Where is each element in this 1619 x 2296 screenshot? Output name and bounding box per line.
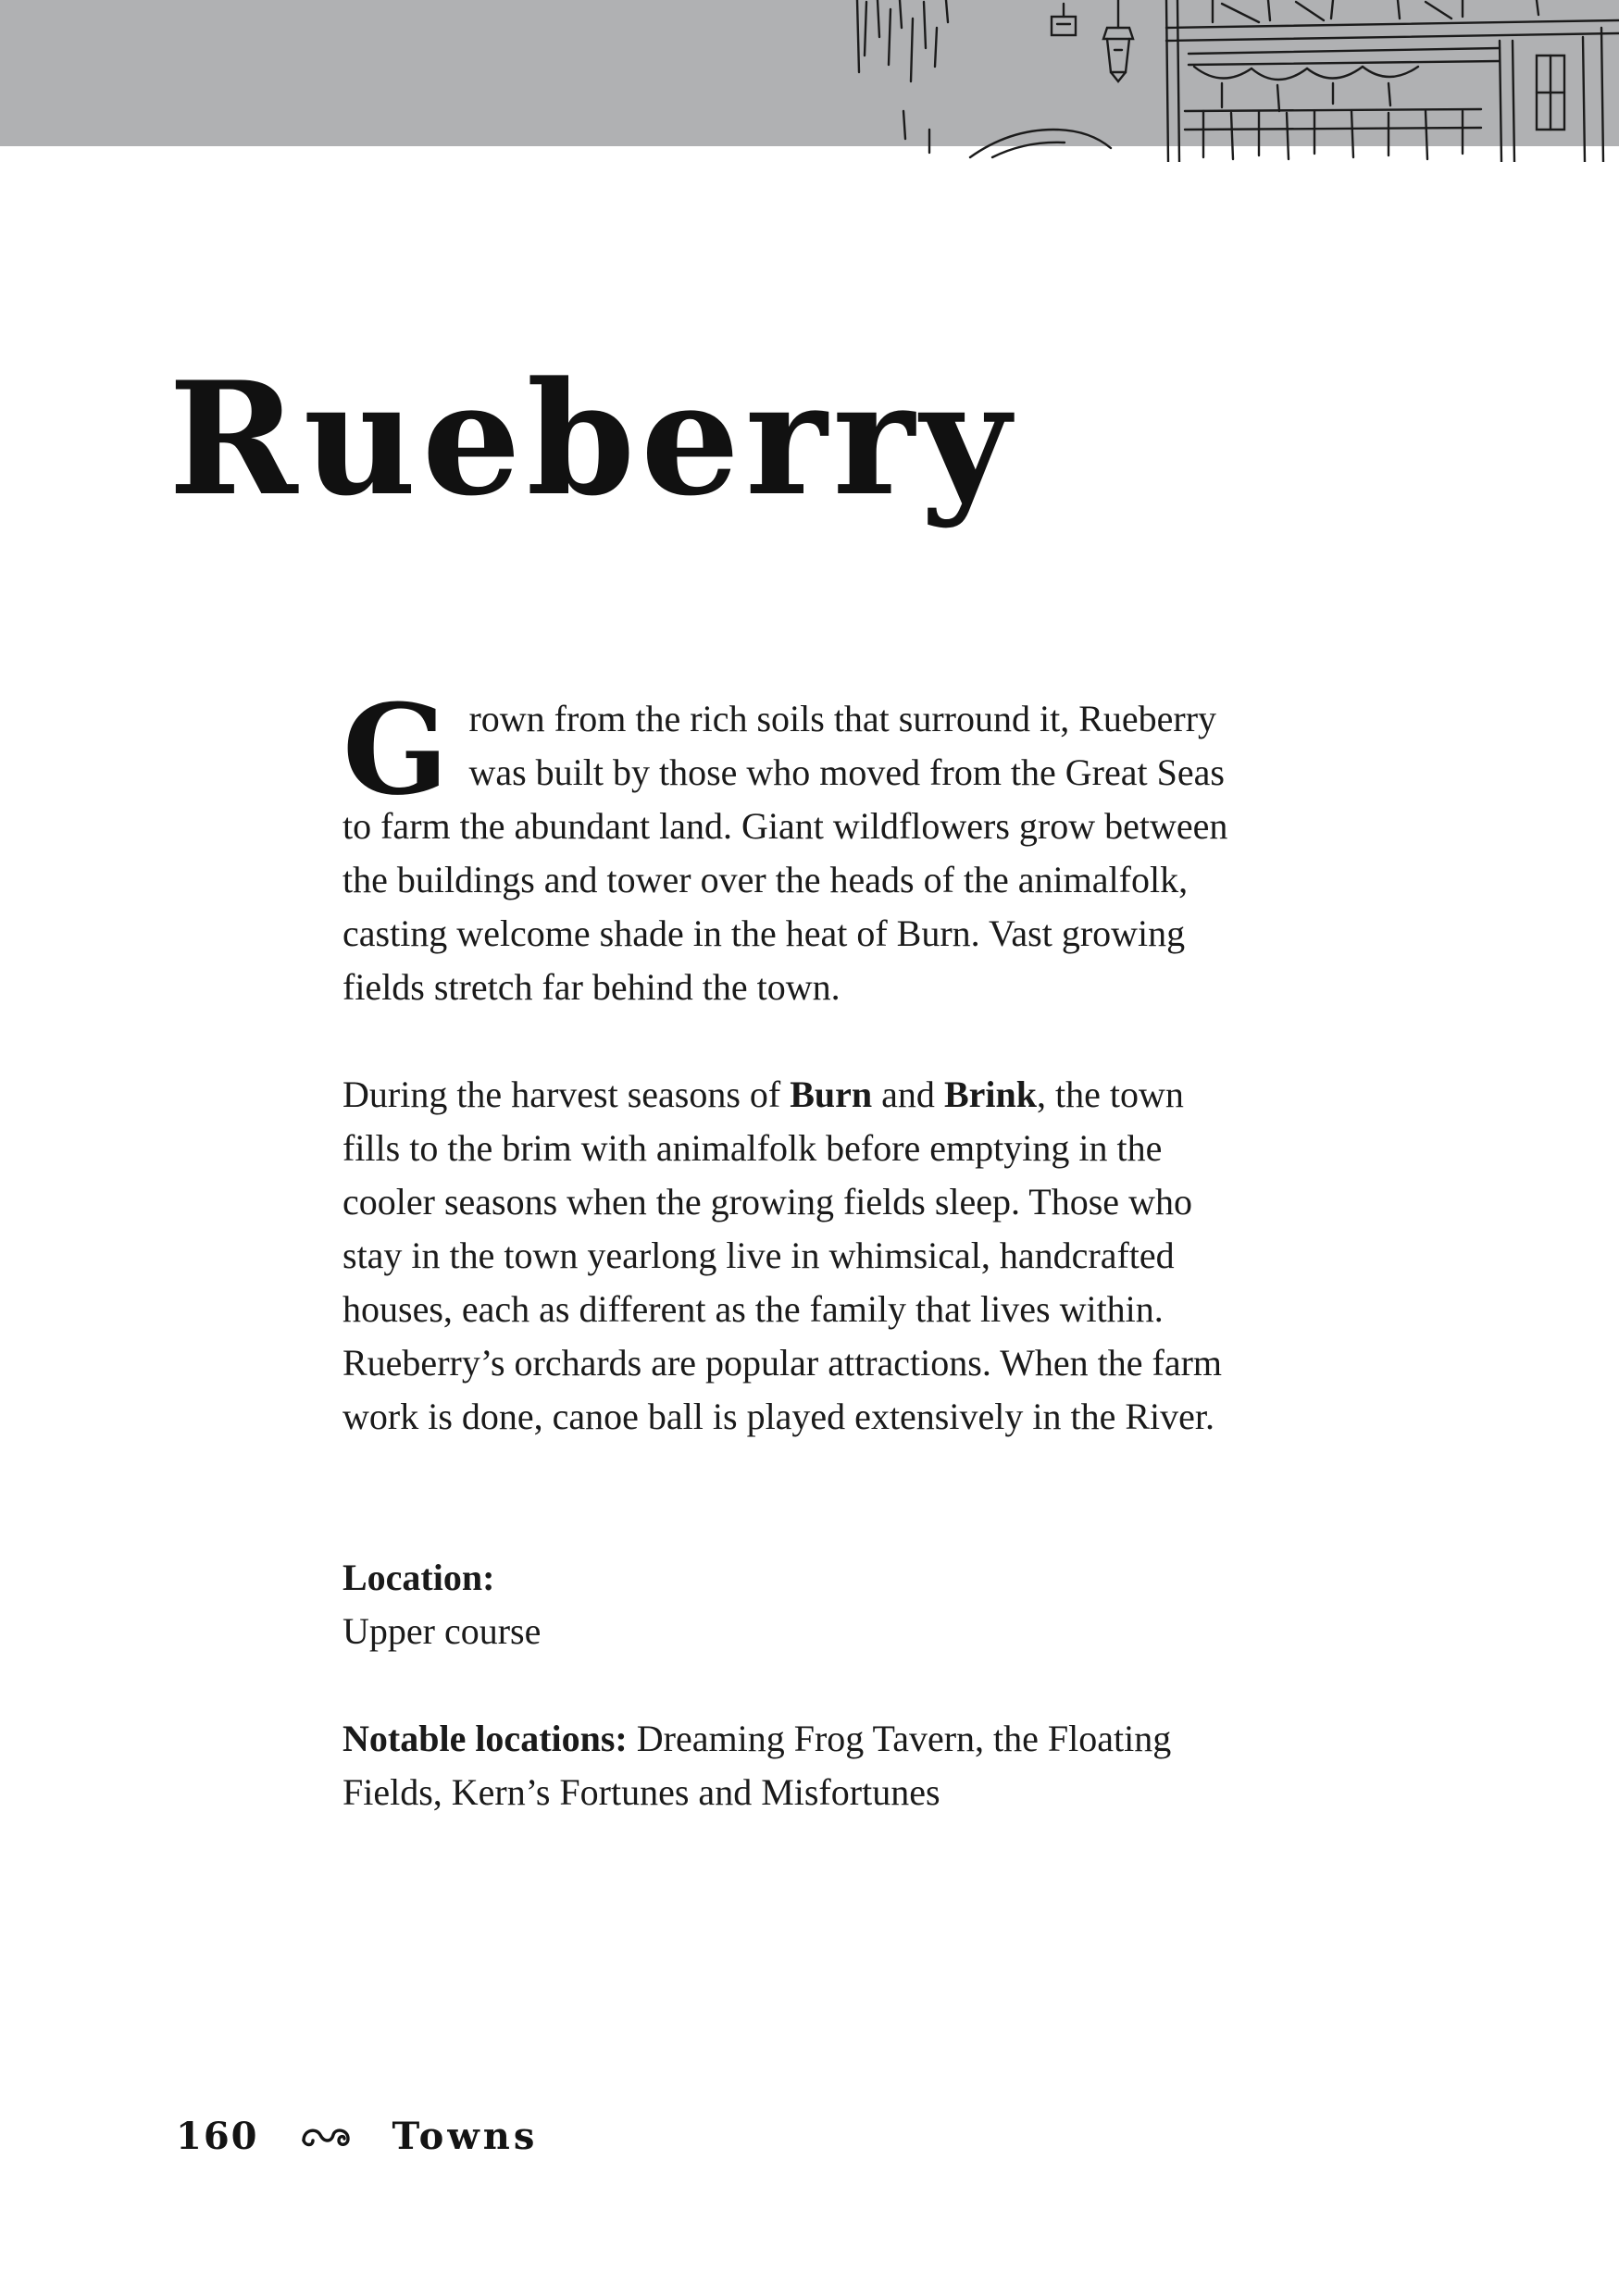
- notable-locations-value: Dreaming Frog Tavern, the Floating Fields, Kern’s Fortunes and Misfortunes: [342, 1718, 1172, 1813]
- section-label: Towns: [392, 2114, 539, 2158]
- location-block: [342, 1551, 1231, 1658]
- notable-locations-block: [342, 1712, 1231, 1819]
- scroll-ornament-icon: [300, 2122, 352, 2150]
- seasons-paragraph: [342, 1068, 1231, 1444]
- page-title: Rueberry: [168, 347, 1016, 530]
- location-value: Upper course: [342, 1610, 542, 1652]
- seasons-text-3: , the town fills to the brim with animalfolk before emptying in the cooler seasons when the growing fields sleep. Those who stay in the town yearlong live in whimsical, handcrafted houses, each as different as the family that lives within. Rueberry’s orchards are popular attractions. When the farm work is done, canoe ball is played extensively in the River.: [342, 1074, 1222, 1437]
- page-footer: [176, 2108, 538, 2164]
- seasons-text-1: During the harvest seasons of: [342, 1074, 791, 1115]
- location-label: Location:: [342, 1557, 495, 1598]
- drop-cap: G: [342, 676, 449, 823]
- article-body: [342, 676, 1231, 1873]
- season-burn: Burn: [790, 1074, 873, 1115]
- intro-paragraph: [342, 676, 1231, 1014]
- seasons-text-2: and: [872, 1074, 944, 1115]
- page-number: 160: [176, 2114, 259, 2158]
- section-spacer: [342, 1497, 1231, 1551]
- intro-text: rown from the rich soils that surround it, Rueberry was built by those who moved from the Great Seas to farm the abundant land. Giant wildflowers grow between the buildings and tower over the heads of the animalfolk, casting welcome shade in the heat of Burn. Vast growing fields stretch far behind the town.: [342, 698, 1228, 1008]
- notable-locations-label: Notable locations:: [342, 1718, 628, 1759]
- town-street-sketch-illustration: [833, 0, 1619, 162]
- season-brink: Brink: [943, 1074, 1037, 1115]
